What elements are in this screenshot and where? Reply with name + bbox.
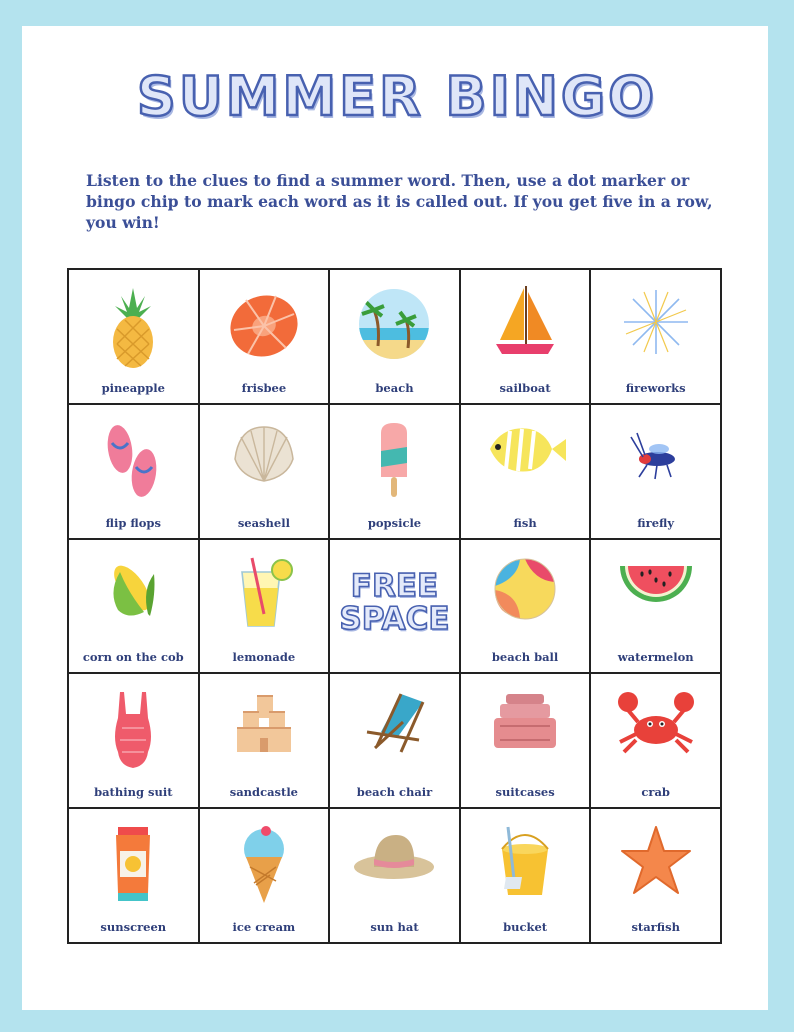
cell-label: sun hat	[370, 920, 419, 934]
beach-ball-icon	[490, 554, 560, 624]
bingo-cell[interactable]	[68, 404, 199, 539]
bingo-cell[interactable]	[329, 404, 460, 539]
lemonade-icon	[224, 554, 304, 632]
cell-label: beach chair	[356, 785, 433, 800]
bingo-cell[interactable]	[199, 808, 330, 943]
cell-label: ice cream	[232, 920, 296, 934]
cell-label: sunscreen	[100, 920, 167, 934]
sandcastle-icon	[229, 688, 299, 758]
free-space-text	[330, 567, 459, 637]
bingo-cell[interactable]	[590, 269, 721, 404]
cell-label: sailboat	[499, 380, 551, 395]
free-space-line1: FREE	[350, 567, 439, 604]
cell-label: fish	[513, 515, 537, 530]
fireworks-icon	[618, 284, 694, 360]
cell-label: firefly	[637, 515, 675, 530]
flip-flops-icon	[98, 419, 168, 504]
cell-label: starfish	[631, 920, 680, 934]
frisbee-icon	[224, 284, 304, 364]
crab-icon	[614, 688, 698, 758]
bingo-grid	[67, 268, 722, 944]
bucket-icon	[490, 823, 560, 903]
cell-label: frisbee	[241, 380, 287, 395]
cell-label: flip flops	[105, 515, 161, 530]
free-space-cell[interactable]	[329, 539, 460, 674]
cell-label: pineapple	[101, 380, 165, 395]
cell-label: popsicle	[367, 515, 422, 530]
watermelon-icon	[616, 554, 696, 614]
bingo-cell[interactable]	[199, 269, 330, 404]
bingo-cell[interactable]	[68, 808, 199, 943]
suitcases-icon	[488, 688, 562, 758]
corn-icon	[98, 554, 168, 624]
seashell-icon	[229, 419, 299, 489]
sun-hat-icon	[352, 823, 436, 887]
bingo-cell[interactable]	[329, 673, 460, 808]
cell-label: seashell	[237, 515, 290, 530]
bingo-cell[interactable]	[199, 539, 330, 674]
fish-icon	[482, 419, 568, 489]
page-title: SUMMER BINGO	[136, 65, 658, 128]
cell-label: bucket	[503, 920, 548, 934]
cell-label: beach ball	[491, 650, 559, 665]
bathing-suit-icon	[108, 688, 158, 773]
beach-icon	[354, 284, 434, 364]
firefly-icon	[621, 419, 691, 489]
cell-label: fireworks	[625, 380, 686, 395]
cell-label: watermelon	[617, 650, 694, 665]
bingo-cell[interactable]	[329, 269, 460, 404]
bingo-cell[interactable]	[68, 673, 199, 808]
bingo-cell[interactable]	[460, 404, 591, 539]
bingo-cell[interactable]	[590, 404, 721, 539]
bingo-cell[interactable]	[199, 404, 330, 539]
free-space-line2: SPACE	[339, 600, 450, 637]
starfish-icon	[618, 823, 694, 899]
bingo-cell[interactable]	[199, 673, 330, 808]
cell-label: beach	[375, 380, 414, 395]
sailboat-icon	[490, 284, 560, 359]
bingo-cell[interactable]	[460, 808, 591, 943]
bingo-cell[interactable]	[68, 269, 199, 404]
cell-label: crab	[641, 785, 670, 800]
bingo-cell[interactable]	[460, 269, 591, 404]
bingo-cell[interactable]	[590, 539, 721, 674]
bingo-cell[interactable]	[68, 539, 199, 674]
cell-label: bathing suit	[94, 785, 173, 800]
instructions-text: Listen to the clues to find a summer word. Then, use a dot marker or bingo chip to mark each word as it is called out. If you get five in a row, you win!	[86, 171, 713, 232]
bingo-cell[interactable]	[590, 673, 721, 808]
bingo-cell[interactable]	[590, 808, 721, 943]
ice-cream-icon	[236, 823, 292, 905]
bingo-cell[interactable]	[460, 539, 591, 674]
cell-label: corn on the cob	[82, 650, 184, 665]
popsicle-icon	[369, 419, 419, 504]
beach-chair-icon	[357, 688, 431, 758]
cell-label: suitcases	[495, 785, 555, 800]
pineapple-icon	[103, 284, 163, 374]
cell-label: lemonade	[232, 650, 296, 665]
bingo-cell[interactable]	[329, 808, 460, 943]
cell-label: sandcastle	[229, 785, 299, 800]
bingo-cell[interactable]	[460, 673, 591, 808]
sunscreen-icon	[110, 823, 156, 905]
